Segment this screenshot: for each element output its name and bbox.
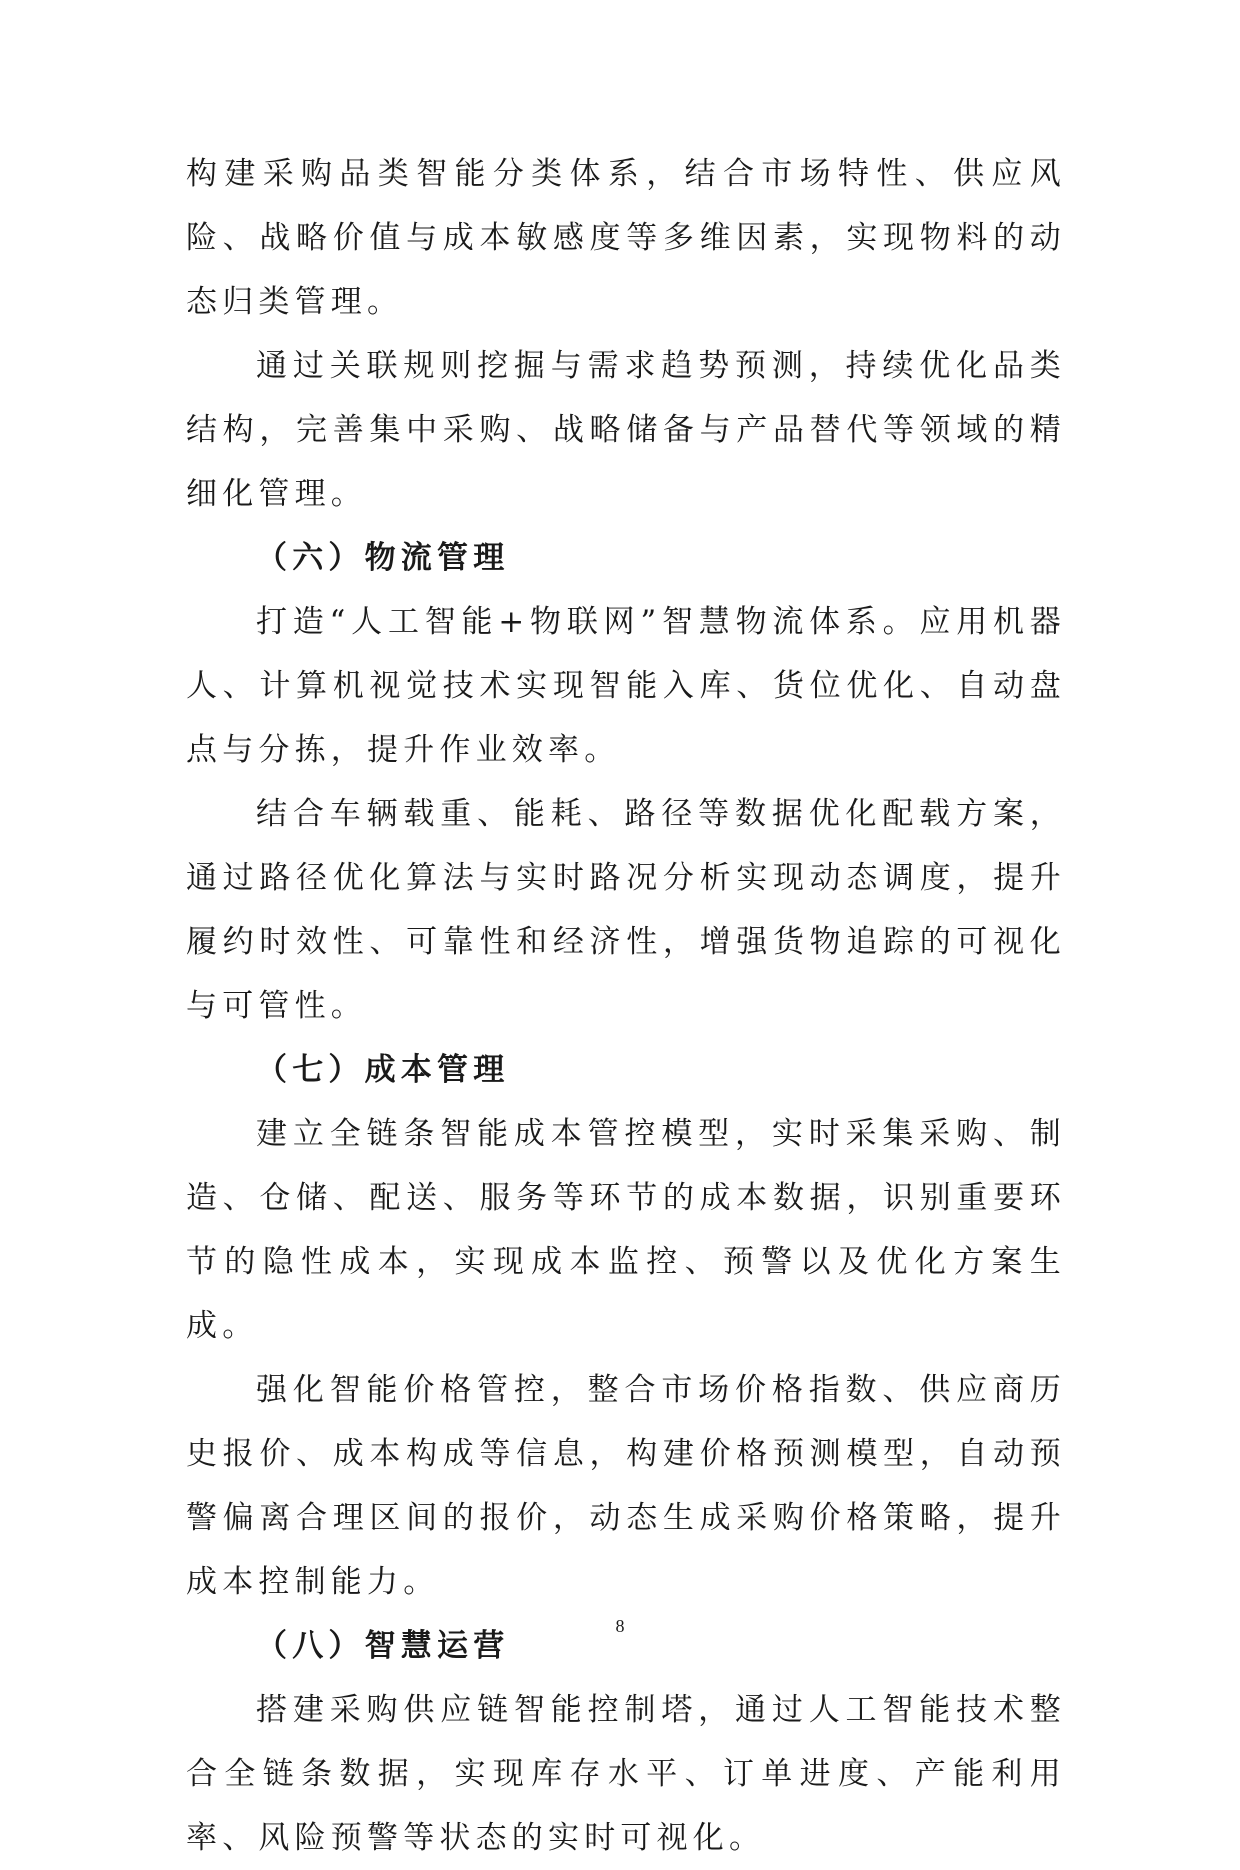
document-body (186, 142, 1066, 1870)
paragraph: 打造“人工智能+物联网”智慧物流体系。应用机器人、计算机视觉技术实现智能入库、货位优化、自动盘点与分拣，提升作业效率。 (186, 604, 1066, 768)
section-heading: （七）成本管理 (256, 1052, 510, 1088)
section-heading: （六）物流管理 (256, 540, 510, 576)
paragraph: 建立全链条智能成本管控模型，实时采集采购、制造、仓储、配送、服务等环节的成本数据，识别重要环节的隐性成本，实现成本监控、预警以及优化方案生成。 (186, 1116, 1066, 1344)
paragraph: 结合车辆载重、能耗、路径等数据优化配载方案，通过路径优化算法与实时路况分析实现动态调度，提升履约时效性、可靠性和经济性，增强货物追踪的可视化与可管性。 (186, 796, 1066, 1024)
paragraph: 构建采购品类智能分类体系，结合市场特性、供应风险、战略价值与成本敏感度等多维因素，实现物料的动态归类管理。 (186, 156, 1066, 320)
page-number: 8 (615, 1616, 625, 1636)
paragraph: 通过关联规则挖掘与需求趋势预测，持续优化品类结构，完善集中采购、战略储备与产品替代等领域的精细化管理。 (186, 348, 1066, 512)
paragraph: 强化智能价格管控，整合市场价格指数、供应商历史报价、成本构成等信息，构建价格预测模型，自动预警偏离合理区间的报价，动态生成采购价格策略，提升成本控制能力。 (186, 1372, 1066, 1600)
paragraph: 搭建采购供应链智能控制塔，通过人工智能技术整合全链条数据，实现库存水平、订单进度、产能利用率、风险预警等状态的实时可视化。 (186, 1692, 1066, 1856)
section-heading: （八）智慧运营 (256, 1628, 510, 1664)
